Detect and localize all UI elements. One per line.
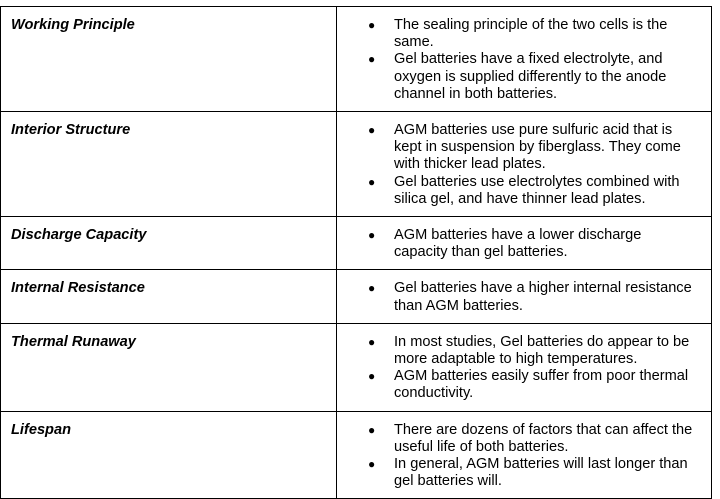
list-item xyxy=(337,174,697,208)
row-label: Working Principle xyxy=(1,7,337,112)
bullet-icon: ● xyxy=(368,52,376,67)
bullet-icon: ● xyxy=(368,369,376,384)
row-label: Lifespan xyxy=(1,411,337,499)
row-label: Internal Resistance xyxy=(1,270,337,323)
bullet-list xyxy=(337,280,697,314)
row-content xyxy=(337,411,712,499)
list-item xyxy=(337,51,697,103)
list-item-text: Gel batteries use electrolytes combined with silica gel, and have thinner lead plates. xyxy=(394,173,680,207)
list-item xyxy=(337,17,697,51)
list-item xyxy=(337,368,697,402)
row-content xyxy=(337,323,712,411)
row-label: Interior Structure xyxy=(1,112,337,217)
list-item-text: The sealing principle of the two cells is the same. xyxy=(394,17,668,51)
list-item-text: AGM batteries easily suffer from poor thermal conductivity. xyxy=(394,368,689,402)
row-label: Thermal Runaway xyxy=(1,323,337,411)
list-item xyxy=(337,456,697,490)
list-item xyxy=(337,122,697,174)
list-item-text: Gel batteries have a higher internal resistance than AGM batteries. xyxy=(394,280,692,314)
table-row xyxy=(1,112,712,217)
row-content xyxy=(337,217,712,270)
bullet-icon: ● xyxy=(368,281,376,296)
bullet-list xyxy=(337,334,697,403)
table-row xyxy=(1,7,712,112)
list-item-text: Gel batteries have a fixed electrolyte, and oxygen is supplied differently to the anode channel in both batteries. xyxy=(394,51,667,102)
table-row xyxy=(1,323,712,411)
list-item-text: AGM batteries have a lower discharge capacity than gel batteries. xyxy=(394,227,642,261)
row-content xyxy=(337,7,712,112)
list-item-text: There are dozens of factors that can affect the useful life of both batteries. xyxy=(394,421,693,455)
bullet-icon: ● xyxy=(368,334,376,349)
bullet-list xyxy=(337,17,697,103)
bullet-icon: ● xyxy=(368,123,376,138)
table-row xyxy=(1,411,712,499)
bullet-icon: ● xyxy=(368,422,376,437)
list-item-text: AGM batteries use pure sulfuric acid that is kept in suspension by fiberglass. They come with thicker lead plates. xyxy=(394,122,681,173)
list-item-text: In most studies, Gel batteries do appear to be more adaptable to high temperatures. xyxy=(394,333,690,368)
list-item xyxy=(337,422,697,456)
list-item xyxy=(337,334,697,368)
bullet-icon: ● xyxy=(368,228,376,243)
row-label: Discharge Capacity xyxy=(1,217,337,270)
list-item xyxy=(337,227,697,261)
bullet-icon: ● xyxy=(368,18,376,32)
table-row xyxy=(1,270,712,323)
row-content xyxy=(337,112,712,217)
list-item xyxy=(337,280,697,314)
table-row xyxy=(1,217,712,270)
bullet-list xyxy=(337,122,697,208)
bullet-list xyxy=(337,422,697,491)
bullet-list xyxy=(337,227,697,261)
bullet-icon: ● xyxy=(368,457,376,472)
bullet-icon: ● xyxy=(368,174,376,189)
row-content xyxy=(337,270,712,323)
list-item-text: In general, AGM batteries will last longer than gel batteries will. xyxy=(394,456,688,490)
comparison-table xyxy=(0,6,712,499)
